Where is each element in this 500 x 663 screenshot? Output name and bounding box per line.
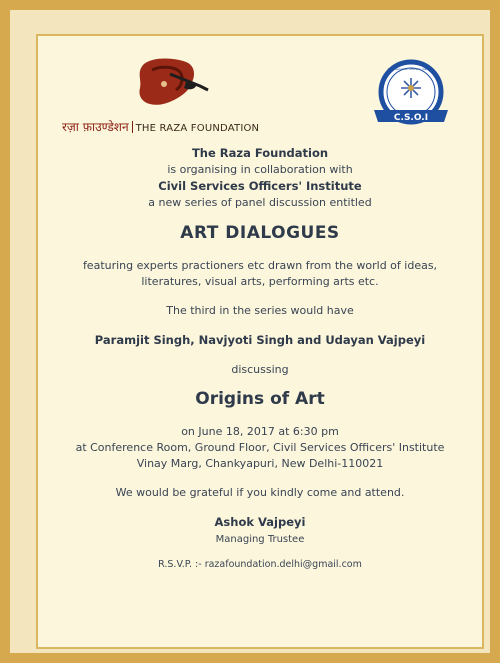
outer-frame bbox=[10, 10, 490, 653]
grateful-text: We would be grateful if you kindly come and attend. bbox=[115, 486, 405, 499]
brush-stroke-icon bbox=[124, 56, 214, 114]
rsvp-email[interactable]: R.S.V.P. :- razafoundation.delhi@gmail.com bbox=[158, 559, 362, 570]
series-text: a new series of panel discussion entitled bbox=[148, 196, 372, 209]
logo-separator bbox=[132, 121, 133, 133]
csoi-emblem-icon bbox=[366, 56, 456, 136]
csoi-ring-text: Civil Services Officers' Institute bbox=[387, 67, 435, 71]
raza-english-name: THE RAZA FOUNDATION bbox=[135, 123, 260, 134]
event-date: on June 18, 2017 at 6:30 pm bbox=[181, 425, 339, 438]
featuring-line-2: literatures, visual arts, performing arts etc. bbox=[141, 275, 379, 288]
raza-hindi-name: रज़ा फ़ाउण्डेशन bbox=[62, 120, 129, 134]
venue-line-1: at Conference Room, Ground Floor, Civil Services Officers' Institute bbox=[75, 441, 445, 454]
third-series-text: The third in the series would have bbox=[166, 304, 354, 317]
raza-foundation-logo bbox=[62, 56, 262, 146]
org-name: The Raza Foundation bbox=[191, 146, 329, 160]
signatory-designation: Managing Trustee bbox=[215, 534, 305, 545]
invitation-body bbox=[36, 146, 484, 570]
csoi-badge-text: C.S.O.I bbox=[393, 113, 429, 123]
topic-title: Origins of Art bbox=[195, 389, 325, 409]
signatory-name: Ashok Vajpeyi bbox=[214, 515, 306, 529]
venue-line-2: Vinay Marg, Chankyapuri, New Delhi-110021 bbox=[136, 457, 384, 470]
featuring-line-1: featuring experts practioners etc drawn from the world of ideas, bbox=[82, 259, 438, 272]
speakers: Paramjit Singh, Navjyoti Singh and Udayan Vajpeyi bbox=[94, 333, 426, 347]
csoi-logo bbox=[366, 56, 456, 136]
raza-logo-label bbox=[62, 118, 259, 135]
partner-name: Civil Services Officers' Institute bbox=[158, 179, 362, 193]
organising-text: is organising in collaboration with bbox=[167, 163, 353, 176]
event-title: ART DIALOGUES bbox=[180, 223, 340, 243]
invitation-card bbox=[36, 34, 484, 649]
discussing-text: discussing bbox=[231, 363, 289, 376]
